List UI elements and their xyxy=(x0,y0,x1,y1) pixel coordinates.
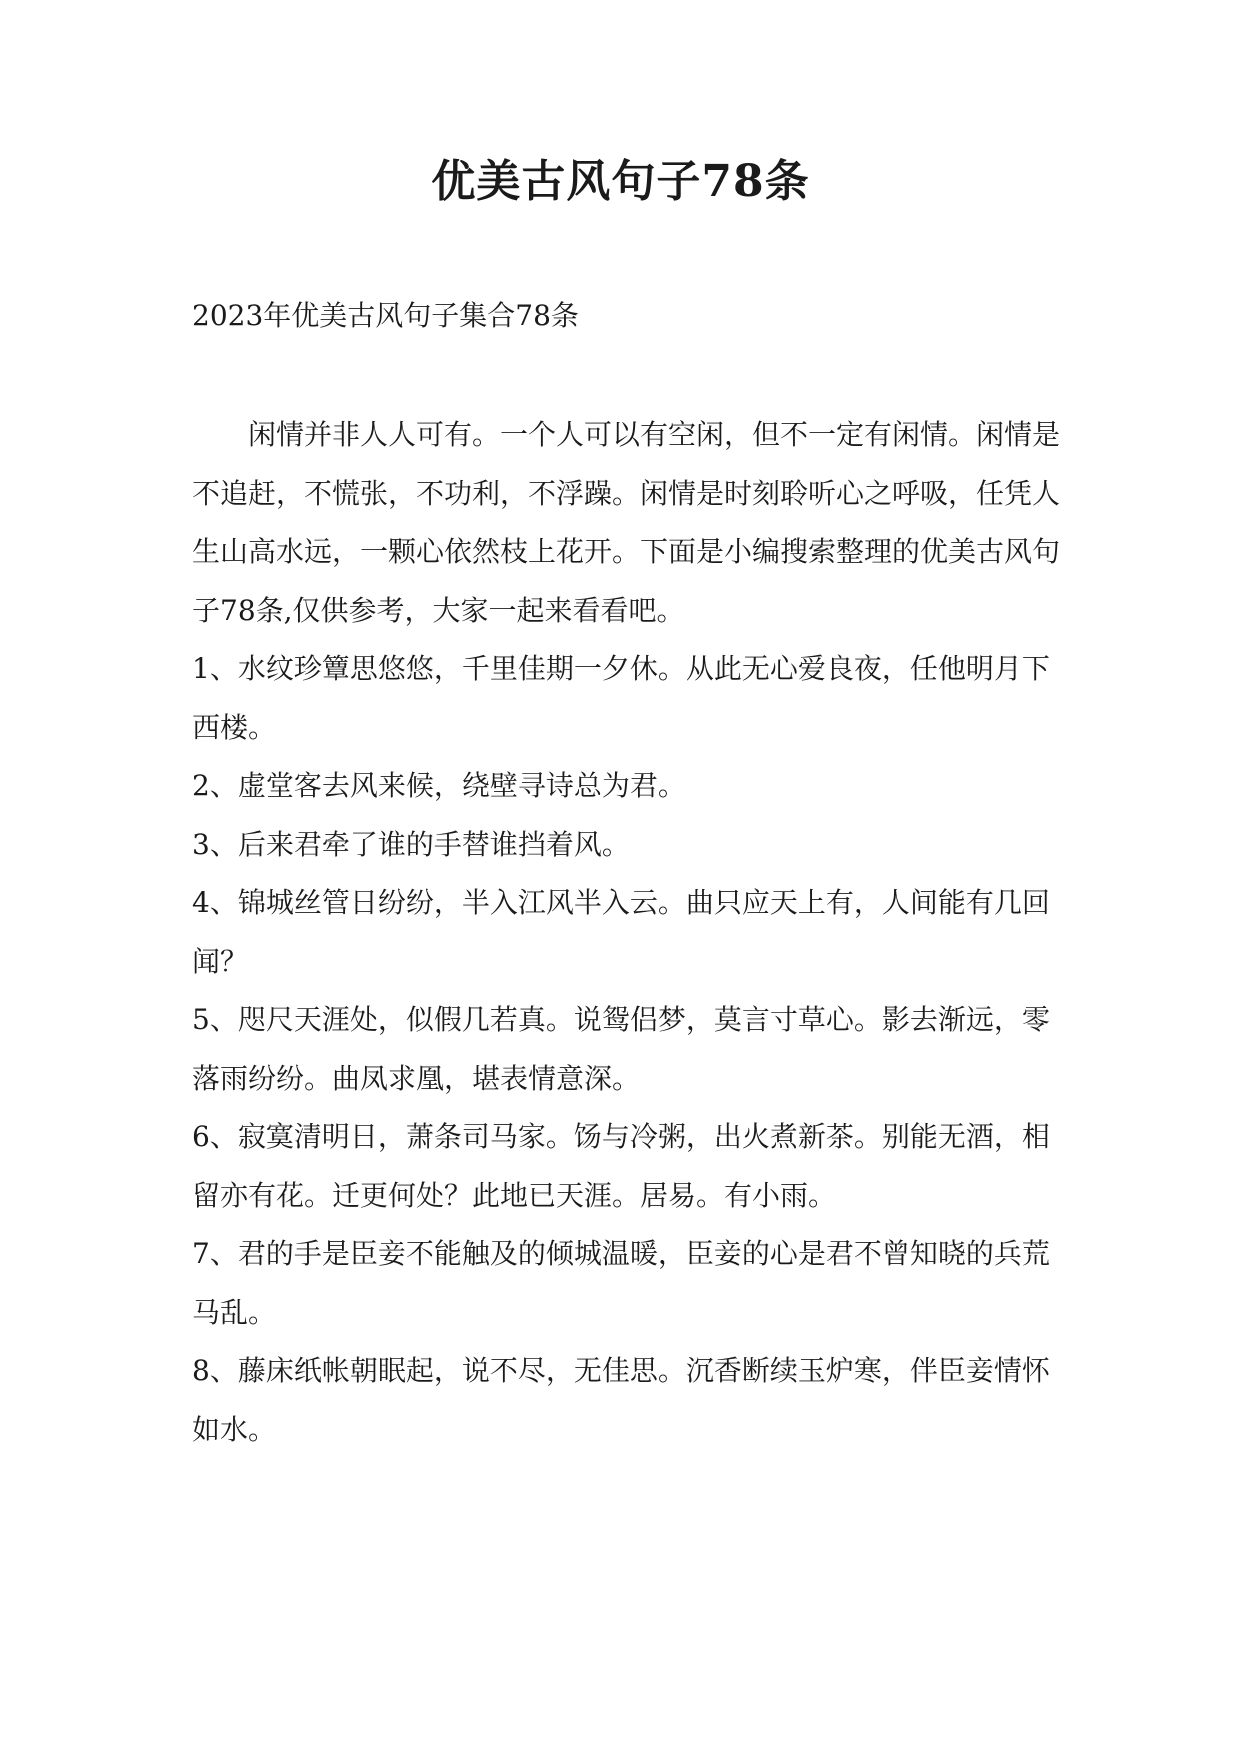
document-title: 优美古风句子78条 xyxy=(431,156,810,207)
sentence-item-3: 3、后来君牵了谁的手替谁挡着风。 xyxy=(192,827,630,861)
sentence-item-4: 4、锦城丝管日纷纷，半入江风半入云。曲只应天上有，人间能有几回闻？ xyxy=(192,886,1050,978)
sentence-item-8: 8、藤床纸帐朝眠起，说不尽，无佳思。沉香断续玉炉寒，伴臣妾情怀如水。 xyxy=(192,1354,1050,1446)
sentence-item-6: 6、寂寞清明日，萧条司马家。饧与冷粥，出火煮新茶。别能无酒，相留亦有花。迁更何处？此地已天涯。居易。有小雨。 xyxy=(192,1120,1050,1212)
document-body xyxy=(192,406,1060,1459)
sentence-item-2: 2、虚堂客去风来候，绕壁寻诗总为君。 xyxy=(192,769,686,802)
document-subtitle: 2023年优美古风句子集合78条 xyxy=(192,299,579,332)
sentence-item-7: 7、君的手是臣妾不能触及的倾城温暖，臣妾的心是君不曾知晓的兵荒马乱。 xyxy=(192,1237,1050,1329)
intro-paragraph: 闲情并非人人可有。一个人可以有空闲，但不一定有闲情。闲情是不追赶，不慌张，不功利，不浮躁。闲情是时刻聆听心之呼吸，任凭人生山高水远，一颗心依然枝上花开。下面是小编搜索整理的优美古风句子78条,仅供参考，大家一起来看看吧。 xyxy=(192,418,1061,627)
sentence-item-1: 1、水纹珍簟思悠悠，千里佳期一夕休。从此无心爱良夜，任他明月下西楼。 xyxy=(192,652,1050,744)
sentence-item-5: 5、咫尺天涯处，似假几若真。说鸳侣梦，莫言寸草心。影去渐远，零落雨纷纷。曲凤求凰，堪表情意深。 xyxy=(192,1003,1050,1095)
